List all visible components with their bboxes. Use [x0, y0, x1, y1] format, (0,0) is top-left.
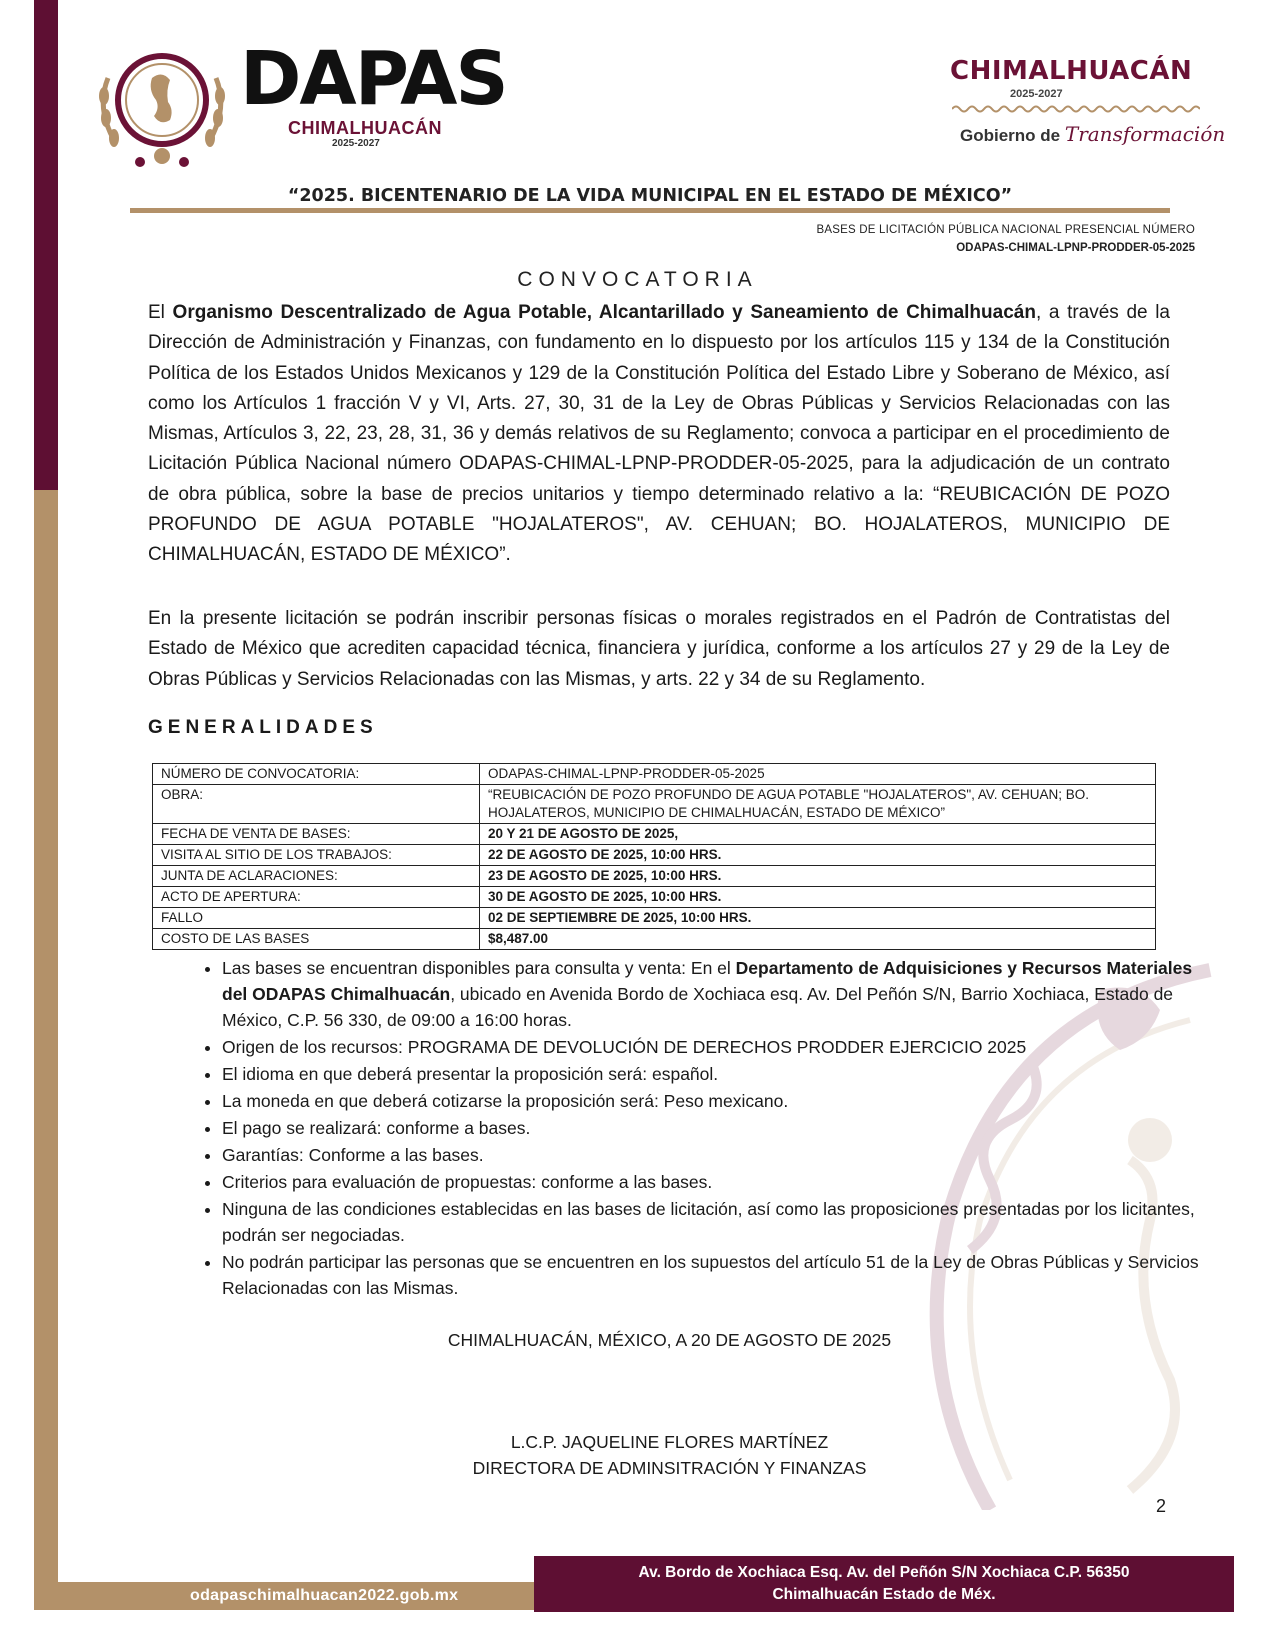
table-key: JUNTA DE ACLARACIONES: — [153, 866, 480, 887]
table-row — [153, 866, 1156, 887]
conditions-list — [182, 955, 1212, 1302]
note-rest: , ubicado en Avenida Bordo de Xochiaca esq. Av. Del Peñón S/N, Barrio Xochiaca, Estado de México, C.P. 56 330, de 09:00 a 16:00 horas. — [222, 984, 1174, 1030]
page-number: 2 — [1156, 1496, 1167, 1516]
table-key: NÚMERO DE CONVOCATORIA: — [153, 764, 480, 785]
list-item: • La moneda en que deberá cotizarse la proposición será: Peso mexicano. — [222, 1088, 1212, 1114]
signatory-role: DIRECTORA DE ADMINSITRACIÓN Y FINANZAS — [472, 1458, 867, 1478]
dapas-years: 2025-2027 — [332, 138, 380, 149]
table-value: 30 DE AGOSTO DE 2025, 10:00 HRS. — [480, 887, 1156, 908]
intro-lead: El — [148, 302, 165, 323]
table-value: 22 DE AGOSTO DE 2025, 10:00 HRS. — [480, 845, 1156, 866]
gobierno-label — [960, 122, 1225, 146]
list-item: • El pago se realizará: conforme a bases. — [222, 1115, 1212, 1141]
table-value: $8,487.00 — [480, 929, 1156, 950]
list-item: • No podrán participar las personas que se encuentren en los supuestos del artículo 51 de la Ley de Obras Públicas y Servicios Relacionadas con las Mismas. — [222, 1249, 1212, 1301]
table-value: “REUBICACIÓN DE POZO PROFUNDO DE AGUA POTABLE "HOJALATEROS", AV. CEHUAN; BO. HOJALATEROS, MUNICIPIO DE CHIMALHUACÁN, ESTADO DE MÉXICO” — [480, 785, 1156, 824]
footer-website[interactable]: odapaschimalhuacan2022.gob.mx — [190, 1587, 459, 1604]
side-bar-wine — [34, 0, 58, 490]
place-date: CHIMALHUACÁN, MÉXICO, A 20 DE AGOSTO DE 2025 — [447, 1330, 892, 1350]
motto: “2025. BICENTENARIO DE LA VIDA MUNICIPAL EN EL ESTADO DE MÉXICO” — [287, 186, 1013, 206]
transformacion-script: Transformación — [1064, 122, 1226, 146]
table-row — [153, 785, 1156, 824]
intro-paragraph — [148, 298, 1170, 571]
decorative-pattern-icon — [952, 104, 1200, 114]
table-row — [153, 824, 1156, 845]
table-key: OBRA: — [153, 785, 480, 824]
list-item: • El idioma en que deberá presentar la proposición será: español. — [222, 1061, 1212, 1087]
table-row — [153, 887, 1156, 908]
table-key: COSTO DE LAS BASES — [153, 929, 480, 950]
motto-divider — [130, 208, 1170, 213]
page-title: CONVOCATORIA — [517, 268, 758, 291]
table-row — [153, 764, 1156, 785]
gobierno-de-text: Gobierno de — [960, 126, 1061, 145]
chimalhuacan-title: CHIMALHUACÁN — [950, 56, 1193, 86]
signatory-name: L.C.P. JAQUELINE FLORES MARTÍNEZ — [510, 1432, 829, 1452]
note-lead: Las bases se encuentran disponibles para consulta y venta: En el — [222, 958, 736, 978]
table-row — [153, 845, 1156, 866]
footer-address-line2: Chimalhuacán Estado de Méx. — [772, 1586, 996, 1603]
eligibility-paragraph: En la presente licitación se podrán inscribir personas físicas o morales registrados en el Padrón de Contratistas del Estado de México que acrediten capacidad técnica, financiera y jurídica, conforme a los artículos 27 y 29 de la Ley de Obras Públicas y Servicios Relacionadas con las Mismas, y arts. 22 y 34 de su Reglamento. — [148, 608, 1170, 690]
chimalhuacan-years: 2025-2027 — [1010, 88, 1063, 100]
table-key: ACTO DE APERTURA: — [153, 887, 480, 908]
table-value: 23 DE AGOSTO DE 2025, 10:00 HRS. — [480, 866, 1156, 887]
table-key: VISITA AL SITIO DE LOS TRABAJOS: — [153, 845, 480, 866]
list-item: • Garantías: Conforme a las bases. — [222, 1142, 1212, 1168]
list-item: • Criterios para evaluación de propuestas: conforme a las bases. — [222, 1169, 1212, 1195]
bases-reference-number: ODAPAS-CHIMAL-LPNP-PRODDER-05-2025 — [956, 242, 1195, 254]
table-key: FECHA DE VENTA DE BASES: — [153, 824, 480, 845]
dapas-sub: CHIMALHUACÁN — [288, 118, 442, 138]
bases-reference-line1: BASES DE LICITACIÓN PÚBLICA NACIONAL PRESENCIAL NÚMERO — [816, 224, 1195, 236]
intro-organization: Organismo Descentralizado de Agua Potable, Alcantarillado y Saneamiento de Chimalhuacán — [172, 302, 1036, 323]
table-value: 02 DE SEPTIEMBRE DE 2025, 10:00 HRS. — [480, 908, 1156, 929]
dapas-logo-text: DAPAS — [240, 36, 507, 122]
list-item — [222, 955, 1212, 1033]
table-key: FALLO — [153, 908, 480, 929]
list-item: • Ninguna de las condiciones establecidas en las bases de licitación, así como las proposiciones presentadas por los licitantes, podrán ser negociadas. — [222, 1196, 1212, 1248]
table-row — [153, 908, 1156, 929]
note-department: Departamento de Adquisiciones y Recursos Materiales del ODAPAS Chimalhuacán — [222, 958, 1193, 1004]
generalidades-table — [152, 763, 1156, 950]
list-item: • Origen de los recursos: PROGRAMA DE DEVOLUCIÓN DE DERECHOS PRODDER EJERCICIO 2025 — [222, 1034, 1212, 1060]
intro-body: , a través de la Dirección de Administración y Finanzas, con fundamento en lo dispuesto por los artículos 115 y 134 de la Constitución Política de los Estados Unidos Mexicanos y 129 de la Constitución Política del Estado Libre y Soberano de México, así como los Artículos 1 fracción V y VI, Arts. 27, 30, 31 de la Ley de Obras Públicas y Servicios Relacionadas con las Mismas, Artículos 3, 22, 23, 28, 31, 36 y demás relativos de su Reglamento; convoca a participar en el procedimiento de Licitación Pública Nacional número ODAPAS-CHIMAL-LPNP-PRODDER-05-2025, para la adjudicación de un contrato de obra pública, sobre la base de precios unitarios y tiempo determinado relativo a la: “REUBICACIÓN DE POZO PROFUNDO DE AGUA POTABLE "HOJALATEROS", AV. CEHUAN; BO. HOJALATEROS, MUNICIPIO DE CHIMALHUACÁN, ESTADO DE MÉXICO”. — [148, 302, 1170, 566]
generalidades-title: GENERALIDADES — [148, 717, 378, 738]
table-value: 20 Y 21 DE AGOSTO DE 2025, — [480, 824, 1156, 845]
footer-address-band — [534, 1556, 1234, 1612]
footer-address-line1: Av. Bordo de Xochiaca Esq. Av. del Peñón S/N Xochiaca C.P. 56350 — [638, 1564, 1130, 1581]
table-value: ODAPAS-CHIMAL-LPNP-PRODDER-05-2025 — [480, 764, 1156, 785]
odapas-emblem-icon — [82, 38, 242, 178]
